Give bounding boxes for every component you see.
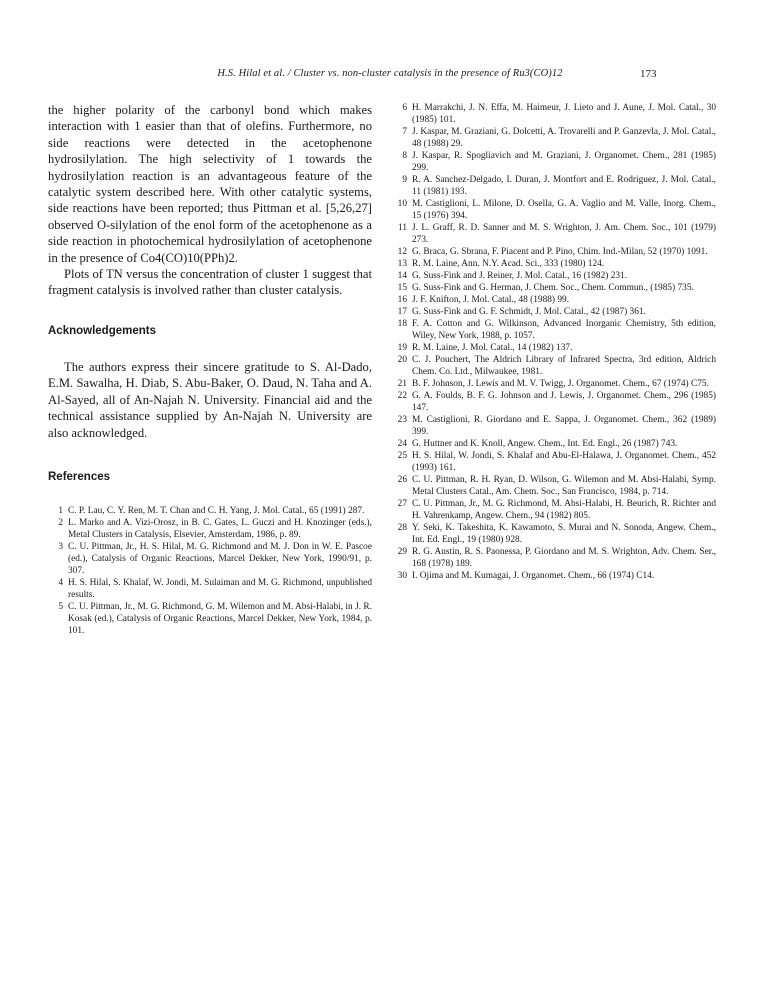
reference-number: 11 xyxy=(398,223,407,233)
reference-number: 8 xyxy=(402,151,407,161)
reference-item xyxy=(392,570,716,582)
reference-item xyxy=(392,150,716,174)
right-column xyxy=(392,102,716,582)
references-list-left xyxy=(48,505,372,637)
reference-text: H. S. Hilal, S. Khalaf, W. Jondi, M. Sulaiman and M. G. Richmond, unpublished results. xyxy=(68,577,372,600)
reference-item xyxy=(392,450,716,474)
reference-text: R. G. Austin, R. S. Paonessa, P. Giordano and M. S. Wrighton, Adv. Chem. Ser., 168 (1978) 189. xyxy=(412,547,716,569)
reference-number: 12 xyxy=(397,247,407,257)
reference-number: 17 xyxy=(397,307,407,317)
reference-text: C. U. Pittman, R. H. Ryan, D. Wilson, G. Wilemon and M. Absi-Halabi, Symp. Metal Clusters Catal., Am. Chem. Soc., San Francisco, 1984, p. 714. xyxy=(412,475,716,497)
reference-text: C. P. Lau, C. Y. Ren, M. T. Chan and C. H. Yang, J. Mol. Catal., 65 (1991) 287. xyxy=(68,505,365,516)
reference-item xyxy=(48,577,372,601)
reference-item xyxy=(392,546,716,570)
reference-item xyxy=(392,354,716,378)
reference-number: 13 xyxy=(397,259,407,269)
reference-text: R. A. Sanchez-Delgado, I. Duran, J. Montfort and E. Rodriguez, J. Mol. Catal., 11 (1981) 193. xyxy=(412,175,716,197)
reference-number: 20 xyxy=(397,355,407,365)
reference-item xyxy=(392,270,716,282)
reference-number: 25 xyxy=(397,451,407,461)
reference-number: 4 xyxy=(58,577,63,588)
reference-item xyxy=(392,306,716,318)
reference-item xyxy=(392,342,716,354)
reference-text: J. Kaspar, R. Spogliavich and M. Graziani, J. Organomet. Chem., 281 (1985) 299. xyxy=(412,151,716,173)
reference-number: 3 xyxy=(58,541,63,552)
reference-number: 6 xyxy=(402,103,407,113)
reference-text: G. Suss-Fink and J. Reiner, J. Mol. Catal., 16 (1982) 231. xyxy=(412,271,628,281)
reference-item xyxy=(48,541,372,577)
reference-number: 18 xyxy=(397,319,407,329)
reference-number: 19 xyxy=(397,343,407,353)
reference-item xyxy=(392,294,716,306)
reference-text: L. Marko and A. Vizi-Orosz, in B. C. Gates, L. Guczi and H. Knozinger (eds.), Metal Clusters in Catalysis, Elsevier, Amsterdam, 1986, p. 89. xyxy=(68,517,372,540)
reference-text: M. Castiglioni, L. Milone, D. Osella, G. A. Vaglio and M. Valle, Inorg. Chem., 15 (1976) 394. xyxy=(412,199,716,221)
reference-number: 21 xyxy=(397,379,407,389)
reference-text: F. A. Cotton and G. Wilkinson, Advanced Inorganic Chemistry, 5th edition, Wiley, New York, 1988, p. 1057. xyxy=(412,319,716,341)
reference-number: 28 xyxy=(397,523,407,533)
reference-number: 14 xyxy=(397,271,407,281)
reference-item xyxy=(48,601,372,637)
reference-number: 23 xyxy=(397,415,407,425)
reference-item xyxy=(392,390,716,414)
reference-item xyxy=(392,258,716,270)
reference-item xyxy=(392,246,716,258)
reference-text: Y. Seki, K. Takeshita, K. Kawamoto, S. Murai and N. Sonoda, Angew. Chem., Int. Ed. Engl., 19 (1980) 928. xyxy=(412,523,716,545)
reference-number: 7 xyxy=(402,127,407,137)
reference-item xyxy=(392,474,716,498)
reference-text: J. L. Graff, R. D. Sanner and M. S. Wrighton, J. Am. Chem. Soc., 101 (1979) 273. xyxy=(412,223,716,245)
reference-text: M. Castiglioni, R. Giordano and E. Sappa, J. Organomet. Chem., 362 (1989) 399. xyxy=(412,415,716,437)
reference-item xyxy=(392,438,716,450)
reference-item xyxy=(392,282,716,294)
reference-text: C. U. Pittman, Jr., H. S. Hilal, M. G. Richmond and M. J. Don in W. E. Pascoe (ed.), Catalysis of Organic Reactions, Marcel Dekker, New York, 1990/91, p. 307. xyxy=(68,541,372,576)
reference-text: G. A. Foulds, B. F. G. Johnson and J. Lewis, J. Organomet. Chem., 296 (1985) 147. xyxy=(412,391,716,413)
reference-text: G. Braca, G. Sbrana, F. Piacent and P. Pino, Chim. Ind.-Milan, 52 (1970) 1091. xyxy=(412,247,708,257)
reference-text: G. Huttner and K. Knoll, Angew. Chem., Int. Ed. Engl., 26 (1987) 743. xyxy=(412,439,678,449)
reference-text: H. Marrakchi, J. N. Effa, M. Haimeur, J. Lieto and J. Aune, J. Mol. Catal., 30 (1985) 101. xyxy=(412,103,716,125)
body-paragraph-1: the higher polarity of the carbonyl bond which makes interaction with 1 easier than that of olefins. Furthermore, no side reactions were detected in the acetophenone hydrosilylation. The high selectivity of 1 towards the hydrosilylation reaction is an advantageous feature of the catalytic system described here. With other catalytic systems, side reactions have been reported; thus Pittman et al. [5,26,27] observed O-silylation of the enol form of the acetophenone as a side reaction in photochemical hydrosilylation of acetophenone in the presence of Co4(CO)10(PPh)2. xyxy=(48,103,372,265)
reference-number: 16 xyxy=(397,295,407,305)
reference-text: I. Ojima and M. Kumagai, J. Organomet. Chem., 66 (1974) C14. xyxy=(412,571,655,581)
reference-number: 10 xyxy=(397,199,407,209)
reference-item xyxy=(392,498,716,522)
reference-number: 9 xyxy=(402,175,407,185)
reference-item xyxy=(392,522,716,546)
reference-number: 22 xyxy=(397,391,407,401)
reference-text: C. U. Pittman, Jr., M. G. Richmond, M. Absi-Halabi, H. Beurich, R. Richter and H. Vahrenkamp, Angew. Chem., 94 (1982) 805. xyxy=(412,499,716,521)
page-header xyxy=(0,68,768,88)
left-column xyxy=(48,102,372,637)
body-paragraph-2: Plots of TN versus the concentration of cluster 1 suggest that fragment catalysis is involved rather than cluster catalysis. xyxy=(48,267,372,298)
reference-text: R. M. Laine, Ann. N.Y. Acad. Sci., 333 (1980) 124. xyxy=(412,259,605,269)
reference-item xyxy=(392,222,716,246)
reference-number: 5 xyxy=(58,601,63,612)
reference-item xyxy=(48,505,372,517)
page-number: 173 xyxy=(640,68,657,80)
reference-number: 24 xyxy=(397,439,407,449)
reference-item xyxy=(392,414,716,438)
reference-item xyxy=(392,126,716,150)
references-heading: References xyxy=(48,470,111,483)
references-list-right xyxy=(392,102,716,582)
reference-text: C. J. Pouchert, The Aldrich Library of Infrared Spectra, 3rd edition, Aldrich Chem. Co. Ltd., Milwaukee, 1981. xyxy=(412,355,716,377)
reference-number: 29 xyxy=(397,547,407,557)
reference-text: J. Kaspar, M. Graziani, G. Dolcetti, A. Trovarelli and P. Ganzevla, J. Mol. Catal., 48 (1988) 29. xyxy=(412,127,716,149)
reference-number: 27 xyxy=(397,499,407,509)
reference-text: C. U. Pittman, Jr., M. G. Richmond, G. M. Wilemon and M. Absi-Halabi, in J. R. Kosak (ed.), Catalysis of Organic Reactions, Marcel Dekker, New York, 1984, p. 101. xyxy=(68,601,372,636)
reference-item xyxy=(392,174,716,198)
reference-text: G. Suss-Fink and G. Herman, J. Chem. Soc., Chem. Commun., (1985) 735. xyxy=(412,283,694,293)
reference-number: 15 xyxy=(397,283,407,293)
reference-text: J. F. Knifton, J. Mol. Catal., 48 (1988) 99. xyxy=(412,295,570,305)
reference-number: 30 xyxy=(397,571,407,581)
reference-item xyxy=(392,378,716,390)
reference-number: 26 xyxy=(397,475,407,485)
reference-item xyxy=(392,102,716,126)
reference-number: 2 xyxy=(58,517,63,528)
reference-text: H. S. Hilal, W. Jondi, S. Khalaf and Abu-El-Halawa, J. Organomet. Chem., 452 (1993) 161. xyxy=(412,451,716,473)
reference-item xyxy=(392,198,716,222)
acknowledgements-text: The authors express their sincere gratitude to S. Al-Dado, E.M. Sawalha, H. Diab, S. Abu-Baker, O. Daud, N. Taha and A. Al-Sayed, all of An-Najah N. University. Financial aid and the technical assistance supplied by An-Najah N. University are also acknowledged. xyxy=(48,359,372,440)
reference-text: G. Suss-Fink and G. F. Schmidt, J. Mol. Catal., 42 (1987) 361. xyxy=(412,307,646,317)
reference-number: 1 xyxy=(58,505,63,516)
reference-text: R. M. Laine, J. Mol. Catal., 14 (1982) 137. xyxy=(412,343,573,353)
reference-item xyxy=(392,318,716,342)
reference-text: B. F. Johnson, J. Lewis and M. V. Twigg, J. Organomet. Chem., 67 (1974) C75. xyxy=(412,379,709,389)
acknowledgements-heading: Acknowledgements xyxy=(48,324,156,337)
reference-item xyxy=(48,517,372,541)
running-head: H.S. Hilal et al. / Cluster vs. non-cluster catalysis in the presence of Ru3(CO)12 xyxy=(217,68,563,79)
